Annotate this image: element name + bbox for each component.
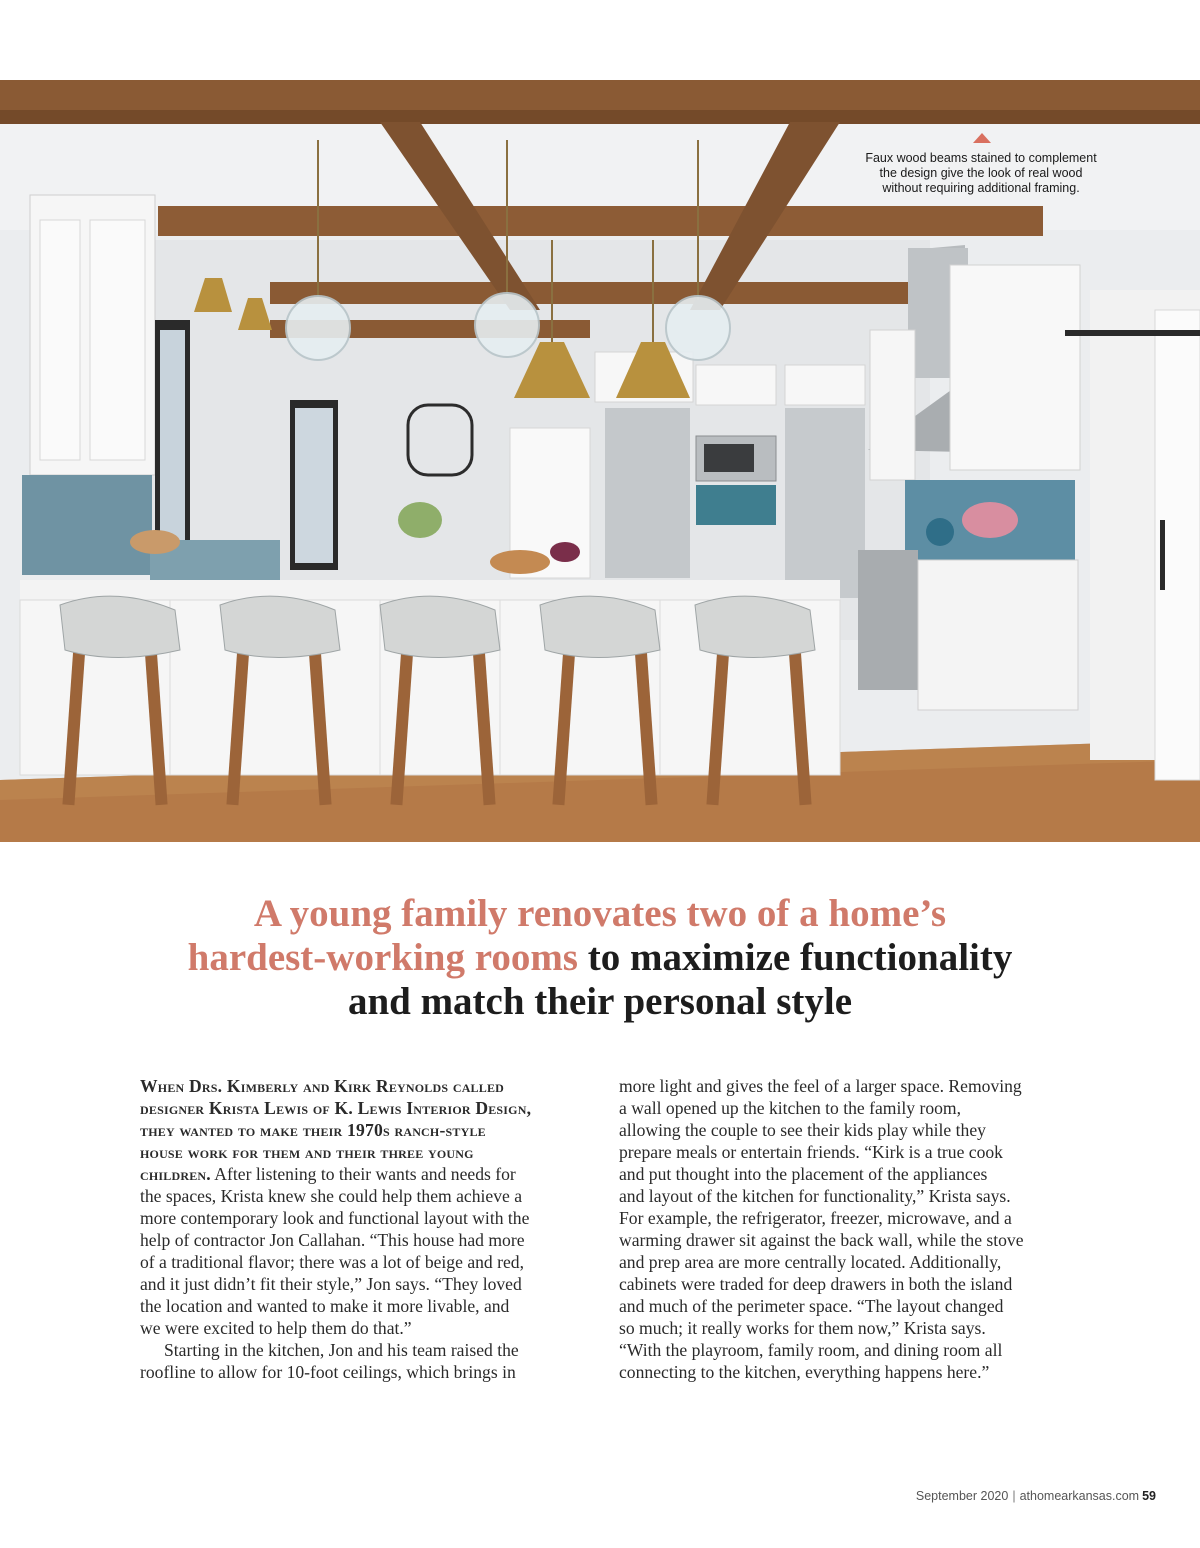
site-link[interactable]: athomearkansas.com [1019, 1489, 1140, 1503]
body-line: and much of the perimeter space. “The layout changed [619, 1296, 1004, 1316]
body-line: so much; it really works for them now,” Krista says. [619, 1318, 986, 1338]
body-line: we were excited to help them do that.” [140, 1318, 412, 1338]
body-line: After listening to their wants and needs for [210, 1164, 516, 1184]
body-line: a wall opened up the kitchen to the family room, [619, 1098, 962, 1118]
body-line: allowing the couple to see their kids play while they [619, 1120, 986, 1140]
page-number: 59 [1142, 1489, 1156, 1503]
body-column-right [619, 1075, 1079, 1383]
body-line: cabinets were traded for deep drawers in both the island [619, 1274, 1013, 1294]
body-line: Starting in the kitchen, Jon and his team raised the [164, 1340, 519, 1360]
footer-separator: | [1012, 1489, 1016, 1503]
body-line: “With the playroom, family room, and dining room all [619, 1340, 1003, 1360]
body-line: help of contractor Jon Callahan. “This house had more [140, 1230, 525, 1250]
lead-in-line: designer Krista Lewis of K. Lewis Interior Design, [140, 1098, 532, 1118]
body-column-left [140, 1075, 600, 1383]
headline-rest-2: to maximize functionality [578, 936, 1013, 979]
body-line: more light and gives the feel of a larger space. Removing [619, 1076, 1022, 1096]
body-line: For example, the refrigerator, freezer, microwave, and a [619, 1208, 1012, 1228]
body-line: and prep area are more centrally located. Additionally, [619, 1252, 1002, 1272]
headline-line-3: and match their personal style [347, 980, 853, 1023]
caption-pointer-icon [973, 133, 991, 143]
body-line: the spaces, Krista knew she could help them achieve a [140, 1186, 523, 1206]
page-footer [916, 1489, 1156, 1503]
lead-in-line: they wanted to make their 1970s ranch-style [140, 1120, 486, 1140]
headline-accent-1: A young family renovates two of a home’s [253, 892, 947, 935]
body-line: connecting to the kitchen, everything happens here.” [619, 1362, 990, 1382]
body-line: the location and wanted to make it more livable, and [140, 1296, 510, 1316]
body-line: and layout of the kitchen for functionality,” Krista says. [619, 1186, 1011, 1206]
body-line: of a traditional flavor; there was a lot of beige and red, [140, 1252, 524, 1272]
body-line: roofline to allow for 10-foot ceilings, which brings in [140, 1362, 516, 1382]
lead-in-line: house work for them and their three young [140, 1142, 474, 1162]
body-line: warming drawer sit against the back wall, while the stove [619, 1230, 1024, 1250]
photo-caption: Faux wood beams stained to complement the design give the look of real wood without requiring additional framing. [865, 151, 1097, 195]
lead-in-line: children. [140, 1164, 211, 1184]
body-line: and it just didn’t fit their style,” Jon says. “They loved [140, 1274, 522, 1294]
headline [100, 892, 1100, 1024]
body-line: and put thought into the placement of the appliances [619, 1164, 988, 1184]
issue-date: September 2020 [915, 1489, 1009, 1503]
lead-in-line: When Drs. Kimberly and Kirk Reynolds called [140, 1076, 505, 1096]
body-line: more contemporary look and functional layout with the [140, 1208, 530, 1228]
body-line: prepare meals or entertain friends. “Kirk is a true cook [619, 1142, 1003, 1162]
headline-accent-2: hardest-working rooms [187, 936, 578, 979]
